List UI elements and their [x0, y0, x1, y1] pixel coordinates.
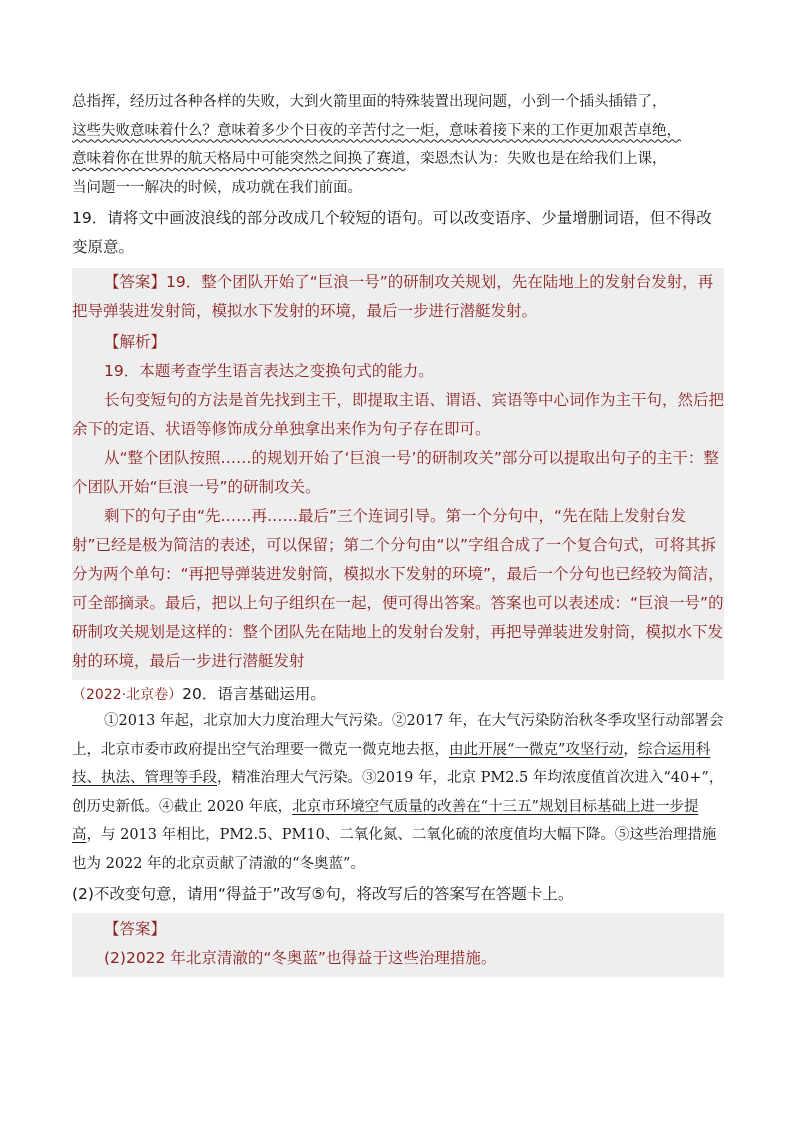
- wavy-underlined-text: 这些失败意味着什么？意味着多少个日夜的辛苦付之一炬，意味着接下来的工作更加艰苦卓绝，: [72, 122, 681, 139]
- wavy-underlined-text: 意味着你在世界的航天格局中可能突然之间换了赛道: [72, 151, 406, 167]
- passage-line: 当问题一一解决的时候，成功就在我们前面。: [72, 179, 362, 196]
- document-page: [72, 88, 724, 977]
- answer-19: [72, 268, 724, 326]
- answer-tag: 【答案】: [104, 273, 167, 291]
- analysis-paragraph: 剩下的句子由“先……再……最后”三个连词引导。第一个分句中，“先在陆上发射台发射”已经是极为简洁的表述，可以保留；第二个分句由“以”字组合成了一个复合句式，可将其拆分为两个单句：“再把导弹装进发射筒，模拟水下发射的环境”，最后一个分句也已经较为简洁，可全部摘录。最后，把以上句子组织在一起，便可得出答案。答案也可以表述成：“巨浪一号”的研制攻关规划是这样的：整个团队先在陆地上的发射台发射，再把导弹装进发射筒，模拟水下发射的环境，最后一步进行潜艇发射: [72, 507, 724, 670]
- passage-line: 总指挥，经历过各种各样的失败，大到火箭里面的特殊装置出现问题，小到一个插头插错了，: [72, 94, 667, 110]
- answer-tag: 【答案】: [104, 920, 167, 938]
- answer-20-text: (2)2022 年北京清澈的“冬奥蓝”也得益于这些治理措施。: [104, 949, 497, 967]
- underlined-text: 由此开展“一微克”攻坚行动: [449, 741, 624, 758]
- analysis-tag: 【解析】: [104, 333, 167, 351]
- analysis-paragraph: 19．本题考查学生语言表达之变换句式的能力。: [104, 362, 434, 380]
- question-20-title: 20．语言基础运用。: [182, 685, 326, 703]
- analysis-paragraph: 从“整个团队按照……的规划开始了‘巨浪一号’的研制攻关”部分可以提取出句子的主干：整个团队开始“巨浪一号”的研制攻关。: [72, 449, 719, 496]
- underlined-text: 综合运用科技、执法、管理等手段: [72, 741, 711, 786]
- question-20-header: [72, 682, 724, 707]
- answer-20-block: [72, 913, 724, 977]
- answer-19-text: 19．整个团队开始了“巨浪一号”的研制攻关规划，先在陆地上的发射台发射，再把导弹装进发射筒，模拟水下发射的环境，最后一步进行潜艇发射。: [72, 273, 714, 320]
- passage-line: 意味着你在世界的航天格局中可能突然之间换了赛道，栾恩杰认为：失败也是在给我们上课，: [72, 151, 667, 167]
- analysis-paragraph: 长句变短句的方法是首先找到主干，即提取主语、谓语、宾语等中心词作为主干句，然后把余下的定语、状语等修饰成分单独拿出来作为句子存在即可。: [72, 391, 725, 438]
- question-20-passage: ①2013 年起，北京加大力度治理大气污染。②2017 年，在大气污染防治秋冬季攻坚行动部署会上，北京市委市政府提出空气治理要一微克一微克地去抠，由此开展“一微克”攻坚行动，综合运用科技、执法、管理等手段，精准治理大气污染。③2019 年，北京 PM2.5 年均浓度值首次进入“40+”，创历史新低。④截止 2020 年底，北京市环境空气质量的改善在“十三五”规划目标基础上进一步提高，与 2013 年相比，PM2.5、PM10、二氧化氮、二氧化硫的浓度值均大幅下降。⑤这些治理措施也为 2022 年的北京贡献了清澈的“冬奥蓝”。: [72, 713, 724, 872]
- answer-19-block: [72, 268, 724, 680]
- question-19: [72, 204, 724, 262]
- question-20-sub: (2)不改变句意，请用“得益于”改写⑤句，将改写后的答案写在答题卡上。: [72, 885, 574, 903]
- question-source: （2022·北京卷）: [72, 687, 183, 703]
- underlined-text: 北京市环境空气质量的改善在“十三五”规划目标基础上进一步提高: [72, 798, 699, 843]
- passage-excerpt: [72, 88, 724, 202]
- question-19-text: 19．请将文中画波浪线的部分改成几个较短的语句。可以改变语序、少量增删词语，但不得改变原意。: [72, 209, 712, 256]
- passage-wavy-line: [72, 117, 724, 146]
- question-20: [72, 682, 724, 909]
